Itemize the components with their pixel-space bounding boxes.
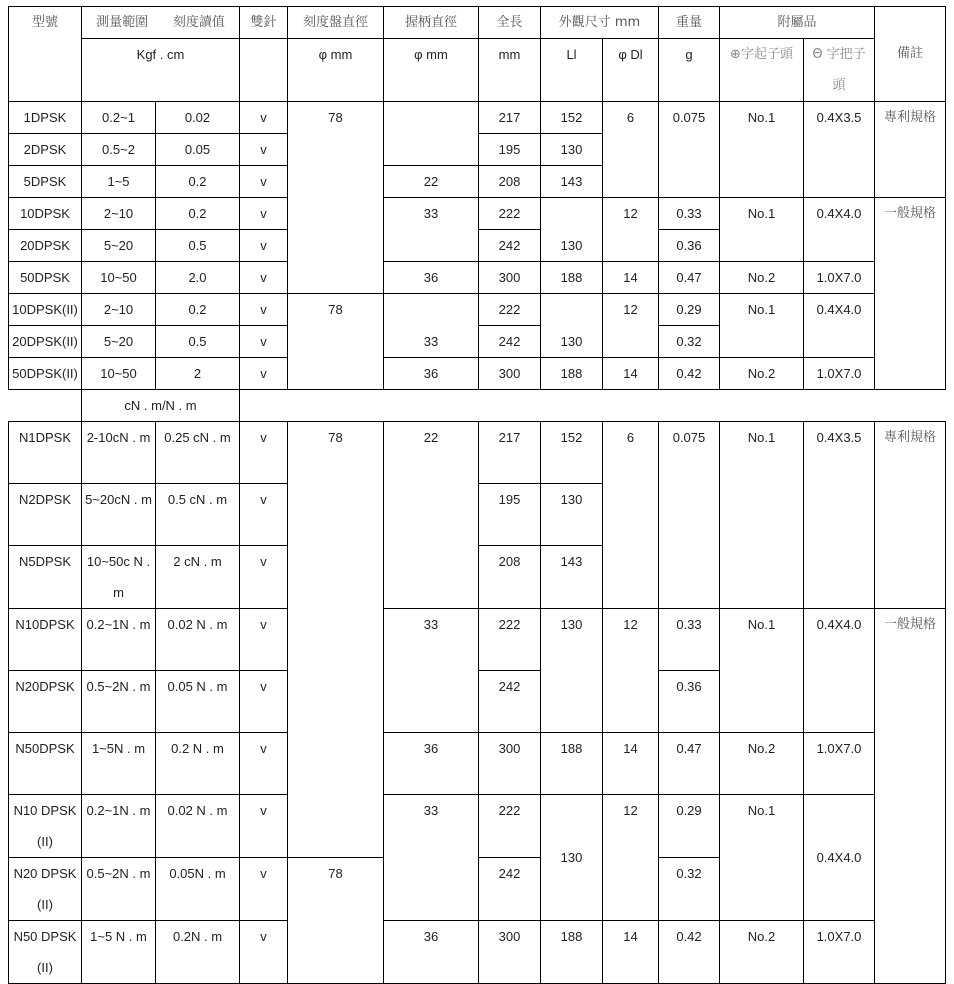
range-cell: 1~5N . m	[82, 733, 156, 795]
dual-cell: v	[240, 134, 288, 166]
weight-cell: 0.47	[659, 733, 720, 795]
table-row	[9, 198, 946, 230]
range-cell: 0.5~2	[82, 134, 156, 166]
header-unit-weight: g	[659, 39, 720, 102]
length-cell: 208	[479, 546, 541, 609]
weight-cell: 0.42	[659, 921, 720, 984]
li-cell: 130	[541, 795, 603, 921]
length-cell: 195	[479, 134, 541, 166]
reading-cell: 0.2N . m	[156, 921, 240, 984]
dual-cell: v	[240, 326, 288, 358]
header-unit-dial: φ mm	[288, 39, 384, 102]
li-cell: 130	[541, 484, 603, 546]
remark-cell: 專利規格	[875, 102, 946, 198]
li-cell: 188	[541, 733, 603, 795]
model-cell: 10DPSK(II)	[9, 294, 82, 326]
di-cell: 12	[603, 294, 659, 358]
range-cell: 5~20cN . m	[82, 484, 156, 546]
dual-cell: v	[240, 921, 288, 984]
header-range: 測量範圍	[96, 15, 149, 30]
length-cell: 222	[479, 198, 541, 230]
grip-cell: 36	[384, 262, 479, 294]
table-row	[9, 609, 946, 671]
reading-cell: 0.2	[156, 294, 240, 326]
reading-cell: 0.05 N . m	[156, 671, 240, 733]
acc-plus-cell: No.1	[720, 422, 804, 609]
header-model: 型號	[9, 7, 82, 102]
weight-cell: 0.33	[659, 609, 720, 671]
model-cell: 1DPSK	[9, 102, 82, 134]
acc-minus-cell: 1.0X7.0	[804, 358, 875, 390]
reading-cell: 2 cN . m	[156, 546, 240, 609]
length-cell: 222	[479, 795, 541, 858]
weight-cell: 0.32	[659, 858, 720, 921]
acc-minus-cell: 0.4X4.0	[804, 609, 875, 733]
length-cell: 300	[479, 262, 541, 294]
model-cell: N50 DPSK(II)	[9, 921, 82, 984]
model-cell: 50DPSK(II)	[9, 358, 82, 390]
acc-minus-cell: 1.0X7.0	[804, 921, 875, 984]
dual-cell: v	[240, 358, 288, 390]
header-dual-blank	[240, 39, 288, 102]
dual-cell: v	[240, 102, 288, 134]
weight-cell: 0.33	[659, 198, 720, 230]
model-cell: 10DPSK	[9, 198, 82, 230]
li-cell: 152	[541, 422, 603, 484]
weight-cell: 0.36	[659, 230, 720, 262]
li-cell: 152	[541, 102, 603, 134]
length-cell: 242	[479, 326, 541, 358]
model-cell: 20DPSK(II)	[9, 326, 82, 358]
dual-cell: v	[240, 230, 288, 262]
acc-plus-cell: No.1	[720, 609, 804, 733]
li-cell: 188	[541, 921, 603, 984]
reading-cell: 0.2	[156, 166, 240, 198]
dual-cell: v	[240, 795, 288, 858]
acc-plus-cell: No.1	[720, 102, 804, 198]
reading-cell: 0.5	[156, 326, 240, 358]
model-cell: 2DPSK	[9, 134, 82, 166]
di-cell: 14	[603, 358, 659, 390]
range-cell: 0.2~1N . m	[82, 795, 156, 858]
remark-cell: 一般規格	[875, 198, 946, 390]
header-unit-kgf: Kgf . cm	[82, 39, 240, 102]
header-dial-diameter: 刻度盤直徑	[288, 7, 384, 39]
li-cell: 130	[541, 609, 603, 733]
model-cell: 20DPSK	[9, 230, 82, 262]
length-cell: 217	[479, 422, 541, 484]
remark-cell: 專利規格	[875, 422, 946, 609]
header-unit-di: φ Dl	[603, 39, 659, 102]
grip-cell: 33	[384, 795, 479, 921]
header-unit-grip: φ mm	[384, 39, 479, 102]
acc-plus-cell: No.2	[720, 262, 804, 294]
grip-cell: 36	[384, 358, 479, 390]
reading-cell: 0.02	[156, 102, 240, 134]
range-cell: 2~10	[82, 294, 156, 326]
grip-cell: 36	[384, 733, 479, 795]
table-row	[9, 422, 946, 484]
weight-cell: 0.47	[659, 262, 720, 294]
grip-cell-blank	[384, 102, 479, 166]
reading-cell: 0.2 N . m	[156, 733, 240, 795]
dual-cell: v	[240, 671, 288, 733]
range-cell: 0.2~1	[82, 102, 156, 134]
range-cell: 2-10cN . m	[82, 422, 156, 484]
spec-table	[8, 6, 946, 984]
grip-cell: 36	[384, 921, 479, 984]
table-row	[9, 733, 946, 795]
di-cell: 12	[603, 609, 659, 733]
dual-cell: v	[240, 484, 288, 546]
header-weight: 重量	[659, 7, 720, 39]
model-cell: N10DPSK	[9, 609, 82, 671]
acc-plus-cell: No.2	[720, 733, 804, 795]
header-acc-plus: ⊕字起子頭	[720, 39, 804, 102]
model-cell: N20 DPSK(II)	[9, 858, 82, 921]
di-cell: 14	[603, 733, 659, 795]
li-cell: 188	[541, 262, 603, 294]
range-cell: 5~20	[82, 326, 156, 358]
header-dual-needle: 雙針	[240, 7, 288, 39]
acc-plus-cell: No.2	[720, 921, 804, 984]
li-cell: 143	[541, 546, 603, 609]
grip-cell: 33	[384, 198, 479, 262]
unit-cn-label: cN . m/N . m	[82, 390, 240, 422]
dial-cell: 78	[288, 294, 384, 390]
reading-cell: 0.25 cN . m	[156, 422, 240, 484]
header-remarks: 備註	[875, 7, 946, 102]
range-cell: 10~50c N . m	[82, 546, 156, 609]
reading-cell: 0.5	[156, 230, 240, 262]
acc-minus-cell: 0.4X4.0	[804, 795, 875, 921]
header-reading: 刻度讀值	[172, 15, 225, 30]
reading-cell: 0.05	[156, 134, 240, 166]
li-cell: 130	[541, 294, 603, 358]
unit-row-blank-right	[240, 390, 946, 422]
header-unit-li: Ll	[541, 39, 603, 102]
range-cell: 10~50	[82, 262, 156, 294]
length-cell: 208	[479, 166, 541, 198]
dual-cell: v	[240, 262, 288, 294]
dual-cell: v	[240, 166, 288, 198]
dual-cell: v	[240, 733, 288, 795]
model-cell: 5DPSK	[9, 166, 82, 198]
di-cell: 6	[603, 102, 659, 198]
model-cell: N1DPSK	[9, 422, 82, 484]
li-cell: 188	[541, 358, 603, 390]
table-row	[9, 102, 946, 134]
weight-cell: 0.075	[659, 102, 720, 198]
dial-cell: 78	[288, 858, 384, 984]
range-cell: 10~50	[82, 358, 156, 390]
length-cell: 242	[479, 230, 541, 262]
length-cell: 222	[479, 609, 541, 671]
acc-minus-cell: 1.0X7.0	[804, 262, 875, 294]
length-cell: 217	[479, 102, 541, 134]
li-cell: 130	[541, 134, 603, 166]
header-unit-length: mm	[479, 39, 541, 102]
dial-cell: 78	[288, 422, 384, 858]
reading-cell: 2.0	[156, 262, 240, 294]
reading-cell: 0.05N . m	[156, 858, 240, 921]
acc-minus-cell: 0.4X4.0	[804, 198, 875, 262]
di-cell: 12	[603, 795, 659, 921]
reading-cell: 0.5 cN . m	[156, 484, 240, 546]
reading-cell: 0.02 N . m	[156, 795, 240, 858]
table-row	[9, 358, 946, 390]
dual-cell: v	[240, 294, 288, 326]
model-cell: N10 DPSK(II)	[9, 795, 82, 858]
weight-cell: 0.29	[659, 294, 720, 326]
di-cell: 6	[603, 422, 659, 609]
acc-minus-cell: 0.4X3.5	[804, 422, 875, 609]
weight-cell: 0.32	[659, 326, 720, 358]
acc-plus-cell: No.1	[720, 795, 804, 921]
header-length: 全長	[479, 7, 541, 39]
acc-minus-cell: 0.4X3.5	[804, 102, 875, 198]
model-cell: 50DPSK	[9, 262, 82, 294]
length-cell: 300	[479, 733, 541, 795]
weight-cell: 0.075	[659, 422, 720, 609]
li-cell: 130	[541, 198, 603, 262]
length-cell: 195	[479, 484, 541, 546]
length-cell: 300	[479, 921, 541, 984]
length-cell: 222	[479, 294, 541, 326]
reading-cell: 0.02 N . m	[156, 609, 240, 671]
range-cell: 1~5 N . m	[82, 921, 156, 984]
dual-cell: v	[240, 198, 288, 230]
table-row	[9, 795, 946, 858]
dual-cell: v	[240, 422, 288, 484]
length-cell: 242	[479, 671, 541, 733]
acc-plus-cell: No.1	[720, 198, 804, 262]
length-cell: 300	[479, 358, 541, 390]
dual-cell: v	[240, 609, 288, 671]
reading-cell: 2	[156, 358, 240, 390]
li-cell: 143	[541, 166, 603, 198]
header-grip-diameter: 握柄直徑	[384, 7, 479, 39]
model-cell: N20DPSK	[9, 671, 82, 733]
grip-cell: 33	[384, 294, 479, 358]
range-cell: 0.5~2N . m	[82, 858, 156, 921]
unit-row	[9, 390, 946, 422]
model-cell: N5DPSK	[9, 546, 82, 609]
table-row	[9, 294, 946, 326]
grip-cell: 22	[384, 166, 479, 198]
dual-cell: v	[240, 858, 288, 921]
header-outer-dim: 外觀尺寸 mm	[541, 7, 659, 39]
di-cell: 14	[603, 921, 659, 984]
model-cell: N50DPSK	[9, 733, 82, 795]
range-cell: 1~5	[82, 166, 156, 198]
dual-cell: v	[240, 546, 288, 609]
di-cell: 14	[603, 262, 659, 294]
table-row	[9, 921, 946, 984]
weight-cell: 0.42	[659, 358, 720, 390]
table-row	[9, 262, 946, 294]
grip-cell: 33	[384, 609, 479, 733]
header-acc-minus: Θ 字把子頭	[804, 39, 875, 102]
dial-cell: 78	[288, 102, 384, 294]
range-cell: 2~10	[82, 198, 156, 230]
range-cell: 0.2~1N . m	[82, 609, 156, 671]
di-cell: 12	[603, 198, 659, 262]
acc-plus-cell: No.2	[720, 358, 804, 390]
reading-cell: 0.2	[156, 198, 240, 230]
model-cell: N2DPSK	[9, 484, 82, 546]
acc-minus-cell: 1.0X7.0	[804, 733, 875, 795]
range-cell: 5~20	[82, 230, 156, 262]
length-cell: 242	[479, 858, 541, 921]
weight-cell: 0.29	[659, 795, 720, 858]
range-cell: 0.5~2N . m	[82, 671, 156, 733]
header-accessories: 附屬品	[720, 7, 875, 39]
remark-cell: 一般規格	[875, 609, 946, 984]
acc-plus-cell: No.1	[720, 294, 804, 358]
weight-cell: 0.36	[659, 671, 720, 733]
grip-cell: 22	[384, 422, 479, 609]
header-range-reading	[82, 7, 240, 39]
unit-row-blank-left	[9, 390, 82, 422]
acc-minus-cell: 0.4X4.0	[804, 294, 875, 358]
